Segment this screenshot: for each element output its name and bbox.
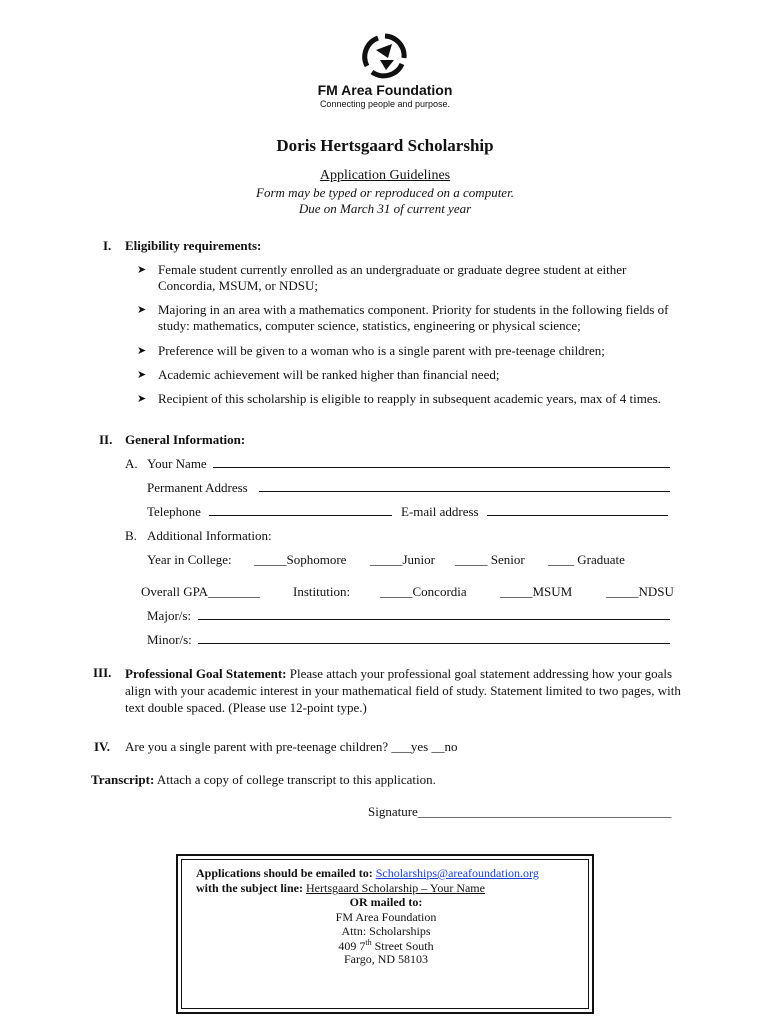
your-name-label: Your Name xyxy=(147,456,207,471)
transcript-label: Transcript: xyxy=(91,772,155,787)
section-2-heading: General Information: xyxy=(125,432,246,447)
arrow-bullet-icon: ➤ xyxy=(137,264,147,276)
section-4-numeral: IV. xyxy=(94,739,111,754)
major-label: Major/s: xyxy=(147,608,192,623)
arrow-bullet-icon: ➤ xyxy=(137,369,147,381)
address-street: Street South xyxy=(371,939,434,953)
org-tagline: Connecting people and purpose. xyxy=(319,99,451,109)
institution-label: Institution: xyxy=(293,584,351,599)
minor-field[interactable] xyxy=(198,633,670,644)
section-3-numeral: III. xyxy=(93,665,112,680)
subject-label: with the subject line: xyxy=(196,881,303,895)
year-option-senior[interactable]: _____ Senior xyxy=(455,552,525,567)
address-line-2: Attn: Scholarships xyxy=(341,924,431,938)
transcript-text: Attach a copy of college transcript to this application. xyxy=(154,772,436,787)
year-option-graduate[interactable]: ____ Graduate xyxy=(548,552,625,567)
section-1-heading: Eligibility requirements: xyxy=(125,238,262,253)
note-typed: Form may be typed or reproduced on a computer. xyxy=(256,185,514,200)
telephone-field[interactable] xyxy=(209,505,392,516)
arrow-bullet-icon: ➤ xyxy=(137,345,147,357)
year-option-sophomore[interactable]: _____Sophomore xyxy=(254,552,347,567)
fm-foundation-logo-icon xyxy=(360,32,410,80)
address-number: 409 7 xyxy=(338,939,366,953)
list-item: Female student currently enrolled as an undergraduate or graduate degree student at either Concordia, MSUM, or NDSU; xyxy=(158,262,627,293)
address-line-1: FM Area Foundation xyxy=(335,910,437,924)
list-item: Academic achievement will be ranked higher than financial need; xyxy=(158,367,500,382)
gpa-field[interactable]: Overall GPA________ xyxy=(141,584,261,599)
subtitle: Application Guidelines xyxy=(319,168,451,183)
email-label: E-mail address xyxy=(401,504,479,519)
year-in-college-label: Year in College: xyxy=(147,552,232,567)
additional-info-label: Additional Information: xyxy=(147,528,272,543)
telephone-label: Telephone xyxy=(147,504,201,519)
subject-line xyxy=(196,881,485,896)
arrow-bullet-icon: ➤ xyxy=(137,304,147,316)
your-name-field[interactable] xyxy=(213,457,670,468)
arrow-bullet-icon: ➤ xyxy=(137,393,147,405)
transcript-line xyxy=(91,772,436,788)
institution-option-concordia[interactable]: _____Concordia xyxy=(380,584,467,599)
section-2-numeral: II. xyxy=(99,432,113,447)
permanent-address-label: Permanent Address xyxy=(147,480,248,495)
email-field[interactable] xyxy=(487,505,668,516)
note-due: Due on March 31 of current year xyxy=(298,201,472,216)
subsection-b-label: B. xyxy=(125,528,137,543)
scholarship-email-link[interactable]: Scholarships@areafoundation.org xyxy=(375,866,539,880)
page-title: Doris Hertsgaard Scholarship xyxy=(276,136,494,155)
list-item: Preference will be given to a woman who is a single parent with pre-teenage children; xyxy=(158,343,605,358)
year-option-junior[interactable]: _____Junior xyxy=(370,552,435,567)
institution-option-ndsu[interactable]: _____NDSU xyxy=(606,584,674,599)
org-name: FM Area Foundation xyxy=(317,82,453,98)
emailed-line xyxy=(196,866,539,881)
subsection-a-label: A. xyxy=(125,456,138,471)
logo xyxy=(360,32,410,80)
permanent-address-field[interactable] xyxy=(259,481,670,492)
section-1-numeral: I. xyxy=(103,238,112,253)
submission-box xyxy=(176,854,594,1014)
emailed-label: Applications should be emailed to: xyxy=(196,866,373,880)
list-item: Recipient of this scholarship is eligible to reapply in subsequent academic years, max of 4 times. xyxy=(158,391,661,406)
goal-statement-text: Please attach your professional goal statement addressing how your goals align with your academic interest in your mathematical field of study. Statement limited to two pages, with text double spaced. (Please use 12-point type.) xyxy=(125,666,681,715)
minor-label: Minor/s: xyxy=(147,632,192,647)
or-mailed-label: OR mailed to: xyxy=(349,895,423,909)
submission-box-inner xyxy=(181,859,589,1009)
address-line-4: Fargo, ND 58103 xyxy=(343,952,429,966)
goal-statement-paragraph xyxy=(125,665,685,716)
single-parent-question: Are you a single parent with pre-teenage children? ___yes __no xyxy=(125,739,458,754)
list-item: Majoring in an area with a mathematics component. Priority for students in the following fields of study: mathematics, computer science, statistics, engineering or physical science; xyxy=(158,302,669,333)
subject-text: Hertsgaard Scholarship – Your Name xyxy=(306,881,485,895)
major-field[interactable] xyxy=(198,609,670,620)
address-ordinal: th xyxy=(365,938,372,947)
institution-option-msum[interactable]: _____MSUM xyxy=(500,584,573,599)
signature-field[interactable]: Signature_______________________________________ xyxy=(368,804,672,819)
goal-statement-heading: Professional Goal Statement: xyxy=(125,666,287,681)
